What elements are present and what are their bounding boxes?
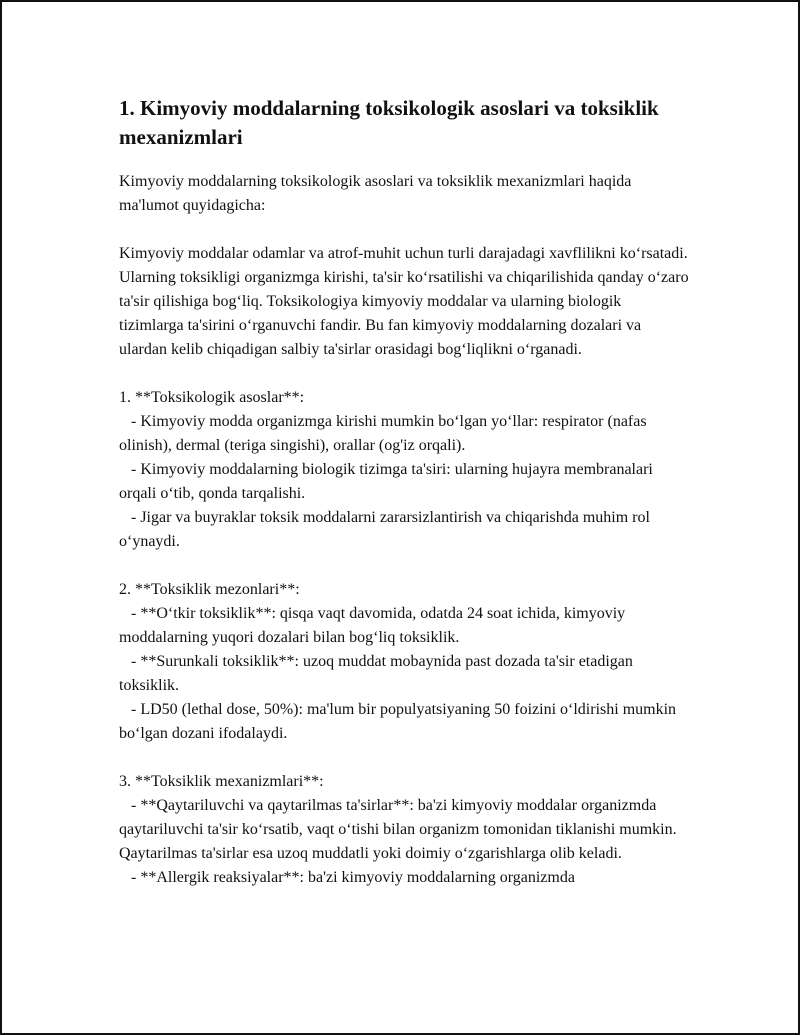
section-toxicology-basics [119,386,689,554]
intro-paragraph: Kimyoviy moddalarning toksikologik asoslari va toksiklik mexanizmlari haqida ma'lumot quyidagicha: [119,173,632,214]
list-item: - **Surunkali toksiklik**: uzoq muddat mobaynida past dozada ta'sir etadigan toksiklik. [119,653,633,694]
list-item: - Jigar va buyraklar toksik moddalarni zararsizlantirish va chiqarishda muhim rol o‘ynaydi. [119,509,650,550]
section-toxicity-criteria [119,578,689,746]
body-paragraph: Kimyoviy moddalar odamlar va atrof-muhit uchun turli darajadagi xavflilikni ko‘rsatadi. Ularning toksikligi organizmga kirishi, ta'sir ko‘rsatilishi va chiqarilishida qanday o‘zaro ta'sir qilishiga bog‘liq. Toksikologiya kimyoviy moddalar va ularning biologik tizimlarga ta'sirini o‘rganuvchi fandir. Bu fan kimyoviy moddalarning dozalari va ulardan kelib chiqadigan salbiy ta'sirlar orasidagi bog‘liqlikni o‘rganadi. [119,245,689,358]
list-item: - Kimyoviy modda organizmga kirishi mumkin bo‘lgan yo‘llar: respirator (nafas olinish), dermal (teriga singishi), orallar (og'iz orqali). [119,413,647,454]
list-item: - Kimyoviy moddalarning biologik tizimga ta'siri: ularning hujayra membranalari orqali o‘tib, qonda tarqalishi. [119,461,653,502]
document-content [119,94,689,890]
section-heading: 1. Kimyoviy moddalarning toksikologik asoslari va toksiklik mexanizmlari [119,96,659,149]
section-toxicity-mechanisms [119,770,689,890]
list-title: 3. **Toksiklik mexanizmlari**: [119,773,324,790]
list-title: 2. **Toksiklik mezonlari**: [119,581,300,598]
list-item: - **Allergik reaksiyalar**: ba'zi kimyoviy moddalarning organizmda [131,869,575,886]
list-title: 1. **Toksikologik asoslar**: [119,389,305,406]
list-item: - **Qaytariluvchi va qaytarilmas ta'sirlar**: ba'zi kimyoviy moddalar organizmda qaytariluvchi ta'sir ko‘rsatib, vaqt o‘tishi bilan organizm tomonidan tiklanishi mumkin. Qaytarilmas ta'sirlar esa uzoq muddatli yoki doimiy o‘zgarishlarga olib keladi. [119,797,677,862]
list-item: - LD50 (lethal dose, 50%): ma'lum bir populyatsiyaning 50 foizini o‘ldirishi mumkin bo‘lgan dozani ifodalaydi. [119,701,677,742]
list-item: - **O‘tkir toksiklik**: qisqa vaqt davomida, odatda 24 soat ichida, kimyoviy moddalarning yuqori dozalari bilan bog‘liq toksiklik. [119,605,626,646]
